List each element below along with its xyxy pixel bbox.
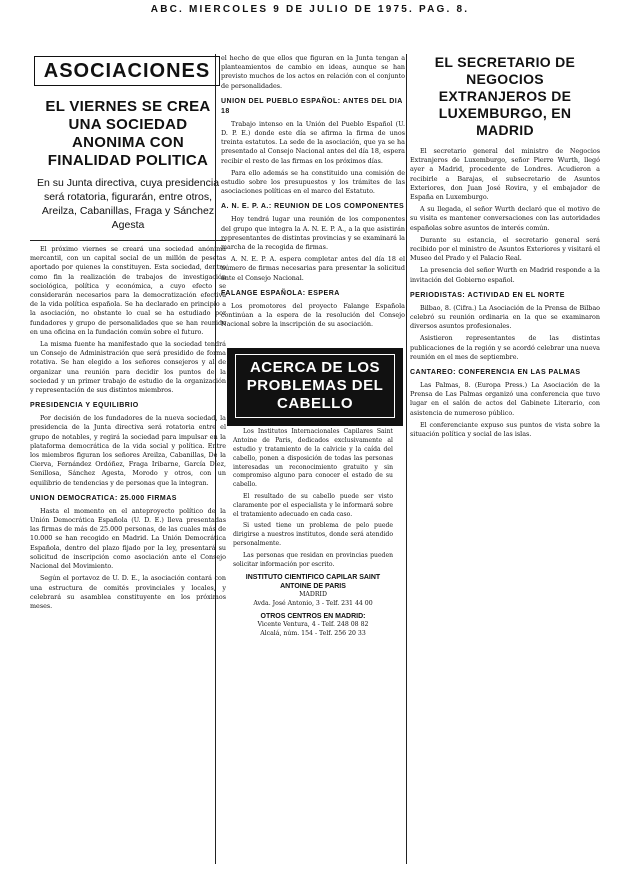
paragraph: Los promotores del proyecto Falange Española continúan a la espera de la resolución del Consejo Nacional sobre la inscripción de su asociación. [221, 301, 405, 329]
subhead: PERIODISTAS: ACTIVIDAD EN EL NORTE [410, 291, 565, 299]
ad-paragraph: Los Institutos Internacionales Capilares Saint Antoine de Paris, dedicados exclusivamente al estudio y tratamiento de la calvicie y la caída del cabello, ponen a disposición de todas las personas interesadas un reconocimiento gratuito y sin compromiso alguno para conocer el estado de su cabello. [233, 428, 393, 489]
headline: EL SECRETARIO DE NEGOCIOS EXTRANJEROS DE LUXEMBURGO, EN MADRID [434, 54, 576, 138]
paragraph: Durante su estancia, el secretario general será recibido por el ministro de Asuntos Exteriores y visitará el Museo del Prado y el Palacio Real. [410, 235, 600, 263]
center-address: Vicente Ventura, 4 - Telf. 248 08 82 [257, 621, 369, 629]
paragraph: Asistieron representantes de las distintas publicaciones de la región y se acordó celebrar una nueva reunión en el mes de septiembre. [410, 334, 600, 361]
column-rule [406, 54, 407, 864]
ad-title: ACERCA DE LOS PROBLEMAS DEL CABELLO [235, 354, 395, 418]
paragraph: Hoy tendrá lugar una reunión de los componentes del grupo que integra la A. N. E. P. A., a la que asistirán representantes de distintas provincias y se examinará la marcha de la recogida de firmas. [221, 215, 405, 252]
divider [30, 240, 226, 241]
column-2 [221, 54, 405, 876]
paragraph: el hecho de que ellos que figuran en la Junta tengan a planteamientos de cambio en ideas, aunque se han previsto muchos de los actos en relación con el conjunto de personalidades. [221, 54, 405, 90]
subhead: FALANGE ESPAÑOLA: ESPERA [221, 289, 340, 297]
paragraph: Hasta el momento en el anteproyecto político de la Unión Democrática Española (U. D. E.) lleva presentadas las firmas de más de 25.000 personas, de las cuales más de 10.000 se han recogido en Madrid. La Unión Democrática Española, dentro del plazo fijado por la ley, presentará su solicitud de inscripción como asociación ante el Consejo Nacional del Movimiento. [30, 506, 226, 571]
center-address: Alcalá, núm. 154 - Telf. 256 20 33 [260, 629, 366, 637]
institute-name: INSTITUTO CIENTIFICO CAPILAR SAINT ANTOINE DE PARIS [245, 574, 381, 591]
subhead: A. N. E. P. A.: REUNION DE LOS COMPONENTES [221, 203, 405, 211]
ad-paragraph: Si usted tiene un problema de pelo puede dirigirse a nuestros institutos, donde será atendido personalmente. [233, 522, 393, 548]
paragraph: La presencia del señor Wurth en Madrid responde a la invitación del Gobierno español. [410, 266, 600, 284]
paragraph: El próximo viernes se creará una sociedad anónima mercantil, con un capital social de un millón de pesetas aportado por quienes la constituyen. Esta sociedad, dentro como fin la realización de trabajos de investigación sociológica, política y económica, a cuyo efecto se considerarán necesarios para la democratización efectiva de la vida política española. Se ha declarado en principio a la asociación, no obstante lo cual se ha estudiado por fundadores y grupo de personalidades que se han reunido en una oficina en la fundación común sobre el futuro. [30, 245, 226, 336]
ad-body [227, 426, 399, 644]
paragraph: A su llegada, el señor Wurth declaró que el motivo de su visita es mantener conversaciones con las autoridades españolas sobre asuntos de interés común. [410, 205, 600, 232]
headline: EL VIERNES SE CREA UNA SOCIEDAD ANONIMA CON FINALIDAD POLITICA [45, 98, 211, 169]
paragraph: Por decisión de los fundadores de la nueva sociedad, la presidencia de la Junta directiva será rotatoria entre el grupo de notables, y regirá la sociedad para impulsar en la plataforma democrática de la vida social y política. Entre los miembros figuran los señores Areilza, Cabanillas, De la Cierva, Fernández Ordóñez, Fraga Iribarne, García Díez, Senillosa, Sánchez Agesta, Morodo y otros, con un equilibrio de tendencias y de personas que la integran. [30, 414, 226, 487]
subhead: PRESIDENCIA Y EQUILIBRIO [30, 402, 139, 410]
ad-paragraph: El resultado de su cabello puede ser visto claramente por el especialista y le informará sobre el tratamiento adecuado en cada caso. [233, 493, 393, 518]
paragraph: El secretario general del ministro de Negocios Extranjeros de Luxemburgo, señor Pierre Wurth, llegó ayer a Madrid, procedente de Londres. Acudieron a recibirle a Barajas, el subsecretario de Asuntos Exteriores, don Juan José Rovira, y el embajador de España en Luxemburgo. [410, 147, 600, 202]
institute-city: MADRID [299, 591, 327, 599]
deck: En su Junta directiva, cuya presidencia será rotatoria, figurarán, entre otros, Areilza, Cabanillas, Fraga y Sánchez Agesta [36, 177, 220, 231]
column-3 [410, 54, 600, 876]
subhead: CANTAREO: CONFERENCIA EN LAS PALMAS [410, 369, 581, 377]
other-centers: OTROS CENTROS EN MADRID: [260, 613, 366, 621]
ad-paragraph: Las personas que residan en provincias pueden solicitar información por escrito. [233, 551, 393, 568]
paragraph: El conferenciante expuso sus puntos de vista sobre la situación política y social de las islas. [410, 420, 600, 439]
page-header: ABC. MIERCOLES 9 DE JULIO DE 1975. PAG. 8. [150, 4, 470, 15]
section-head: ASOCIACIONES [34, 56, 220, 86]
paragraph: Según el portavoz de U. D. E., la asociación contará con una estructura de comités provinciales y locales, y celebrará su asamblea constituyente en los próximos meses. [30, 574, 226, 610]
advertisement [227, 348, 403, 426]
paragraph: Las Palmas, 8. (Europa Press.) La Asociación de la Prensa de Las Palmas organizó una conferencia que tuvo lugar en el salón de actos del Gabinete Literario, con asistencia de numeroso público. [410, 381, 600, 417]
paragraph: Bilbao, 8. (Cifra.) La Asociación de la Prensa de Bilbao celebró su reunión ordinaria en la que se examinaron diversos asuntos profesionales. [410, 303, 600, 331]
paragraph: Para ello además se ha constituido una comisión de estudio sobre los presupuestos y los trámites de las asociaciones políticas en el marco del Estatuto. [221, 168, 405, 196]
subhead: UNION DEMOCRATICA: 25.000 FIRMAS [30, 494, 177, 502]
paragraph: Trabajo intenso en la Unión del Pueblo Español (U. D. P. E.) donde este día se afirma la firma de unos treinta estatutos. La sede de la asociación, que ya se ha presentado al Consejo Nacional antes del día 18, espera recibir el resto de las firmas en los próximos días. [221, 119, 405, 165]
column-1 [30, 44, 226, 866]
paragraph: La misma fuente ha manifestado que la sociedad tendrá un Consejo de Administración que será presidido de forma rotativa. Se han elegido a los señores consejeros y al de organizar una reunión para decidir los puntos de la sociedad y un primer trabajo de estudio de la organización y representación de sus distintos miembros. [30, 340, 226, 395]
institute-address: Avda. José Antonio, 3 - Telf. 231 44 00 [253, 599, 373, 607]
subhead: UNION DEL PUEBLO ESPAÑOL: ANTES DEL DIA 18 [221, 97, 403, 115]
paragraph: A. N. E. P. A. espera completar antes del día 18 el número de firmas necesarias para presentar la solicitud ante el Consejo Nacional. [221, 255, 405, 282]
